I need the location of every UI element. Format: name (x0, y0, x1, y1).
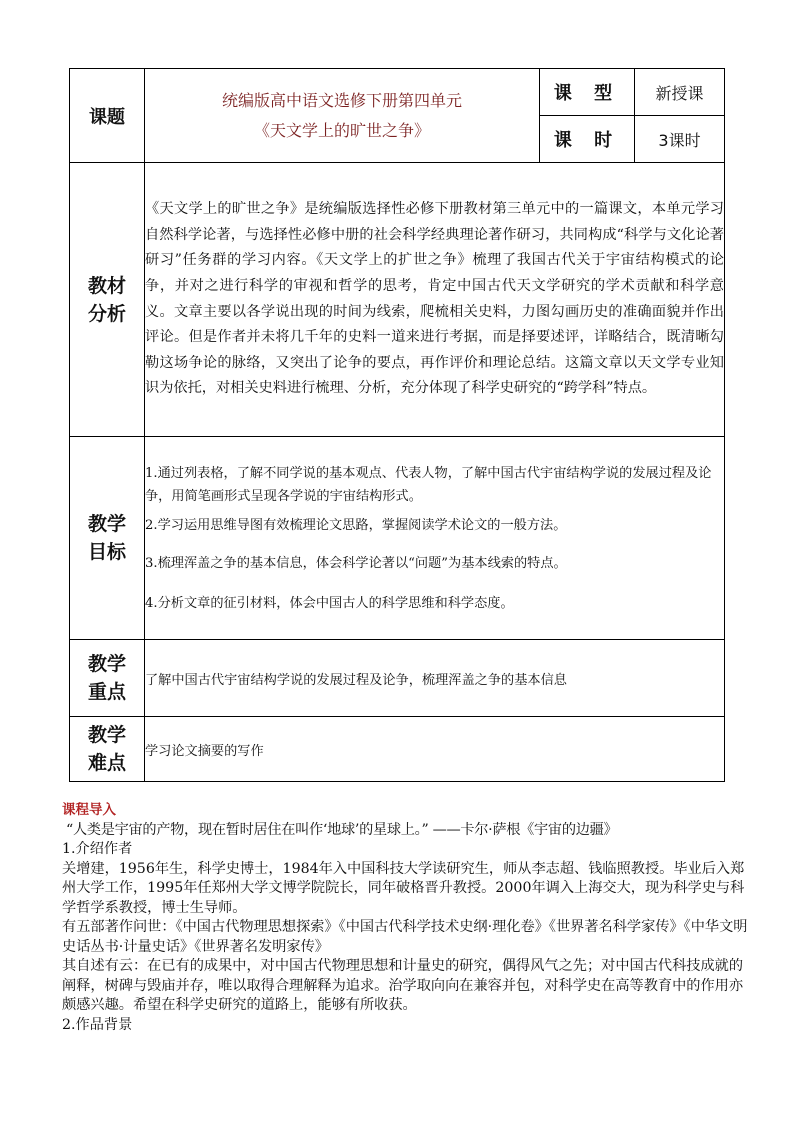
subsection-title: 1.介绍作者 (62, 841, 133, 857)
topic-label: 课题 (70, 69, 145, 163)
topic-title (145, 69, 540, 163)
analysis-text: 《天文学上的旷世之争》是统编版选择性必修下册教材第三单元中的一篇课文，本单元学习自然科学论著，与选择性必修中册的社会科学经典理论著作研习，共同构成“科学与文化论著研习”任务群的学习内容。《天文学上的扩世之争》梳理了我国古代关于宇宙结构模式的论争，并对之进行科学的审视和哲学的思考，肯定中国古代天文学研究的学术贡献和科学意义。文章主要以各学说出现的时间为线索，爬梳相关史料，力图勾画历史的准确面貌并作出评论。但是作者并未将几千年的史料一道来进行考据，而是择要述评，详略结合，既清晰勾勒这场争论的脉络，又突出了论争的要点，再作评价和理论总结。这篇文章以天文学专业知识为依托，对相关史料进行梳理、分析，充分体现了科学史研究的“跨学科”特点。 (145, 163, 725, 437)
author-statement: 其自述有云：在已有的成果中，对中国古代物理思想和计量史的研究，偶得风气之先；对中国古代科技成就的阐释，树碑与毁庙并存，唯以取得合理解释为追求。治学取向向在兼容并包，对科学史在高等教育中的作用亦颇感兴趣。希望在科学史研究的道路上，能够有所收获。 (62, 958, 744, 1013)
lesson-hours-label: 课 时 (540, 116, 635, 163)
goal-item: 3.梳理浑盖之争的基本信息，体会科学论著以“问题”为基本线索的特点。 (145, 556, 567, 571)
lesson-plan-table (69, 68, 725, 782)
epigraph-quote: “人类是宇宙的产物，现在暂时居住在叫作‘地球’的星球上。” ——卡尔·萨根《宇宙的边疆》 (66, 821, 618, 838)
author-bio: 关增建，1956年生，科学史博士，1984年入中国科技大学读研究生，师从李志超、钱临照教授。毕业后入郑州大学工作，1995年任郑州大学文博学院院长，同年破格晋升教授。2000年调入上海交大，现为科学史与科学哲学系教授，博士生导师。 (62, 860, 745, 916)
difficulty-text: 学习论文摘要的写作 (145, 717, 725, 782)
lesson-type-label: 课 型 (540, 69, 635, 116)
goal-item: 4.分析文章的征引材料，体会中国古人的科学思维和科学态度。 (145, 596, 514, 611)
topic-title-line2: 《天文学上的旷世之争》 (253, 120, 430, 140)
goal-item: 1.通过列表格，了解不同学说的基本观点、代表人物，了解中国古代宇宙结构学说的发展过程及论争，用简笔画形式呈现各学说的宇宙结构形式。 (145, 466, 712, 504)
topic-title-line1: 统编版高中语文选修下册第四单元 (221, 90, 462, 110)
subsection-title: 2.作品背景 (62, 1016, 133, 1033)
lesson-type-value: 新授课 (635, 69, 725, 116)
goal-item: 2.学习运用思维导图有效梳理论文思路，掌握阅读学术论文的一般方法。 (145, 518, 567, 533)
author-works: 有五部著作问世：《中国古代物理思想探索》《中国古代科学技术史纲·理化卷》《世界著名科学家传》《中华文明史话丛书·计量史话》《世界著名发明家传》 (62, 919, 748, 955)
difficulty-label: 教学 难点 (70, 717, 145, 782)
section-heading: 课程导入 (62, 802, 116, 818)
course-intro (62, 801, 752, 1035)
lesson-hours-value: 3课时 (635, 116, 725, 163)
goals-list (145, 437, 725, 640)
focus-text: 了解中国古代宇宙结构学说的发展过程及论争，梳理浑盖之争的基本信息 (145, 640, 725, 717)
focus-label: 教学 重点 (70, 640, 145, 717)
goals-label: 教学 目标 (70, 437, 145, 640)
analysis-label: 教材 分析 (70, 163, 145, 437)
